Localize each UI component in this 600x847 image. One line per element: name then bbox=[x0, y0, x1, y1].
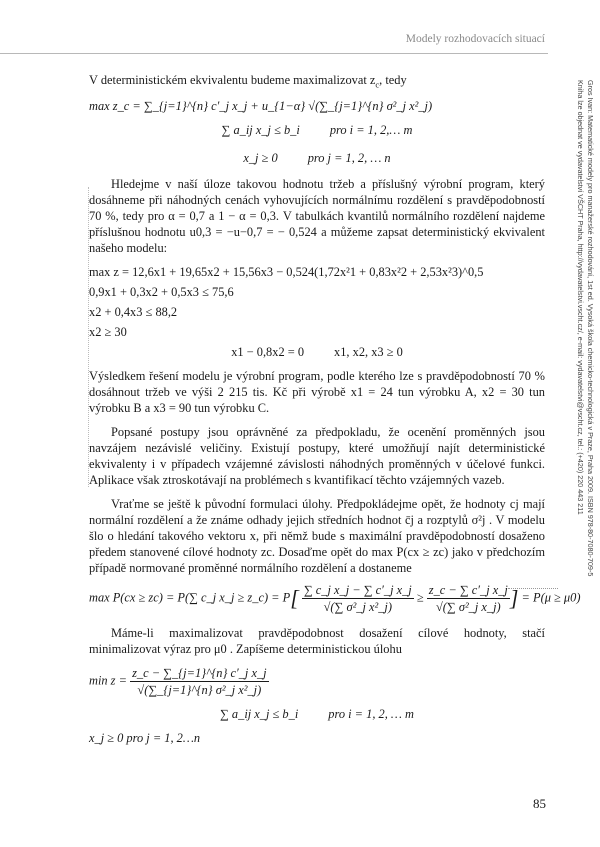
constraint2-left: ∑ a_ij x_j ≤ b_i bbox=[220, 707, 299, 722]
header-rule bbox=[0, 53, 548, 54]
nonneg-right: pro j = 1, 2, … n bbox=[307, 151, 391, 166]
equation-nonneg-row bbox=[89, 150, 545, 166]
model-constraint-4a: x1 − 0,8x2 = 0 bbox=[231, 345, 305, 360]
constraint-right: pro i = 1, 2,… m bbox=[329, 123, 413, 138]
eq4-fraction-1: $\frac{\text{∑ c\_j x\_j − ∑ c′\_j x\_j}}{\text{√(∑ σ²\_j x²\_j)}}$ bbox=[303, 583, 412, 615]
eq5-fraction: $\frac{\text{z\_c − ∑\_\{j=1\}\textasciicircum{}\{n\} c′\_j x\_j}}{\text{√(∑\_\{j=1\}\textasciicircum{}\{n\} σ²\_j x²\_j)}}$ bbox=[132, 666, 267, 698]
eq4-fraction-2: $\frac{\text{z\_c − ∑ c′\_j x\_j}}{\text{√(∑ σ²\_j x\_j)}}$ bbox=[428, 583, 508, 615]
model-constraint-4b: x1, x2, x3 ≥ 0 bbox=[334, 345, 403, 360]
model-constraint-2: x2 + 0,4x3 ≤ 88,2 bbox=[89, 305, 178, 320]
model-constraint-4 bbox=[89, 344, 545, 360]
model-objective: max z = 12,6x1 + 19,65x2 + 15,56x3 − 0,524(1,72x²1 + 0,83x²2 + 2,53x²3)^0,5 bbox=[89, 265, 484, 280]
side-note-line-1: Gros Ivan: Matematické modely pro manažerské rozhodování, 1st ed. Vysoká škola chemicko-technologická v Praze, Praha 2009. ISBN 978-80-7080-709-5 bbox=[586, 80, 595, 577]
side-note-line-2: Kniha lze objednat ve vydavatelství VŠCHT Praha, http://vydavatelstvi.vscht.cz/, e-mail: vydavatelstvi@vscht.cz, tel.: (+420) 220 443 211 bbox=[576, 80, 585, 515]
eq4-ge: ≥ bbox=[416, 590, 424, 605]
paragraph-3: Popsané postupy jsou oprávněné za předpokladu, že ocenění proměnných jsou navzájem nezávislé veličiny. Existují postupy, které umožňují najít deterministické ekvivalenty i v případech vzájemné závislosti náhodných proměnných v účelové funkci. Aplikace však ztroskotávají na problémech s kvantifikací těchto vzájemných vazeb. bbox=[89, 425, 545, 488]
paragraph-2: Výsledkem řešení modelu je výrobní program, podle kterého lze s pravděpodobností 70 % dosáhnout tržeb ve výši 2 215 tis. Kč při výrobě x1 = 24 tun výrobku A, x2 = 30 tun výrobku B a x3 = 90 tun výrobku C. bbox=[89, 369, 545, 416]
nonneg-left: x_j ≥ 0 bbox=[243, 151, 278, 166]
eq5-left: min z = bbox=[89, 673, 127, 688]
equation-probability: max P(cx ≥ zc) = P(∑ c_j x_j ≥ z_c) = P[ $\frac{\text{∑ c\_j x\_j − ∑ c′\_j x\_j}}{\text{√(∑ σ²\_j x²\_j)}}$ ≥ $\frac{\text{z\_c − ∑ c′\_j x\_j}}{\text{√(∑ σ²\_j x\_j)}}$ ] = P(μ ≥ μ0) bbox=[89, 583, 581, 615]
equation-min bbox=[89, 665, 545, 698]
paragraph-4: Vraťme se ještě k původní formulaci úlohy. Předpokládejme opět, že hodnoty cj mají normální rozdělení a že známe odhady jejich středních hodnot c̄j a rozptylů σ²j . V modelu šlo o hledání takového vektoru x, při němž bude s maximální pravděpodobností dosaženo předem stanovené cílové hodnoty zc. Dosaďme opět do max P(cx ≥ zc) jako v předchozím případě normované proměnné normálního rozdělení a dostaneme bbox=[89, 497, 545, 576]
constraint-left: ∑ a_ij x_j ≤ b_i bbox=[221, 123, 300, 138]
intro-paragraph: V deterministickém ekvivalentu budeme maximalizovat $z_c$, tedy bbox=[89, 73, 407, 90]
eq4-left: max P(cx ≥ zc) = P(∑ c_j x_j ≥ z_c) = P bbox=[89, 590, 291, 605]
paragraph-5: Máme-li maximalizovat pravděpodobnost dosažení cílové hodnoty, stačí minimalizovat výraz pro μ0 . Zapíšeme deterministickou úlohu bbox=[89, 626, 545, 657]
paragraph-1: Hledejme v naší úloze takovou hodnotu tržeb a příslušný výrobní program, který dosáhneme při náhodných cenách vyhovujících normálnímu rozdělení s pravděpodobností 70 %, tedy pro α = 0,7 a 1 − α = 0,3. V tabulkách kvantilů normálního rozdělení najdeme příslušnou hodnotu u0,3 = −u−0,7 = − 0,524 a můžeme zapsat deterministický ekvivalent našeho modelu: bbox=[89, 177, 545, 256]
running-head: Modely rozhodovacích situací bbox=[405, 33, 545, 45]
equation-constraint-row-2 bbox=[89, 706, 545, 722]
page-number: 85 bbox=[533, 796, 546, 811]
equation-objective: max z_c = ∑_{j=1}^{n} c′_j x_j + u_{1−α} √(∑_{j=1}^{n} σ²_j x²_j) bbox=[89, 99, 433, 114]
model-constraint-1: 0,9x1 + 0,3x2 + 0,5x3 ≤ 75,6 bbox=[89, 285, 234, 300]
constraint2-right: pro i = 1, 2, … m bbox=[328, 707, 414, 722]
equation-constraint-row bbox=[89, 122, 545, 138]
equation-nonneg-2: x_j ≥ 0 pro j = 1, 2…n bbox=[89, 731, 201, 746]
model-constraint-3: x2 ≥ 30 bbox=[89, 325, 127, 340]
eq4-right: = P(μ ≥ μ0) bbox=[521, 590, 581, 605]
